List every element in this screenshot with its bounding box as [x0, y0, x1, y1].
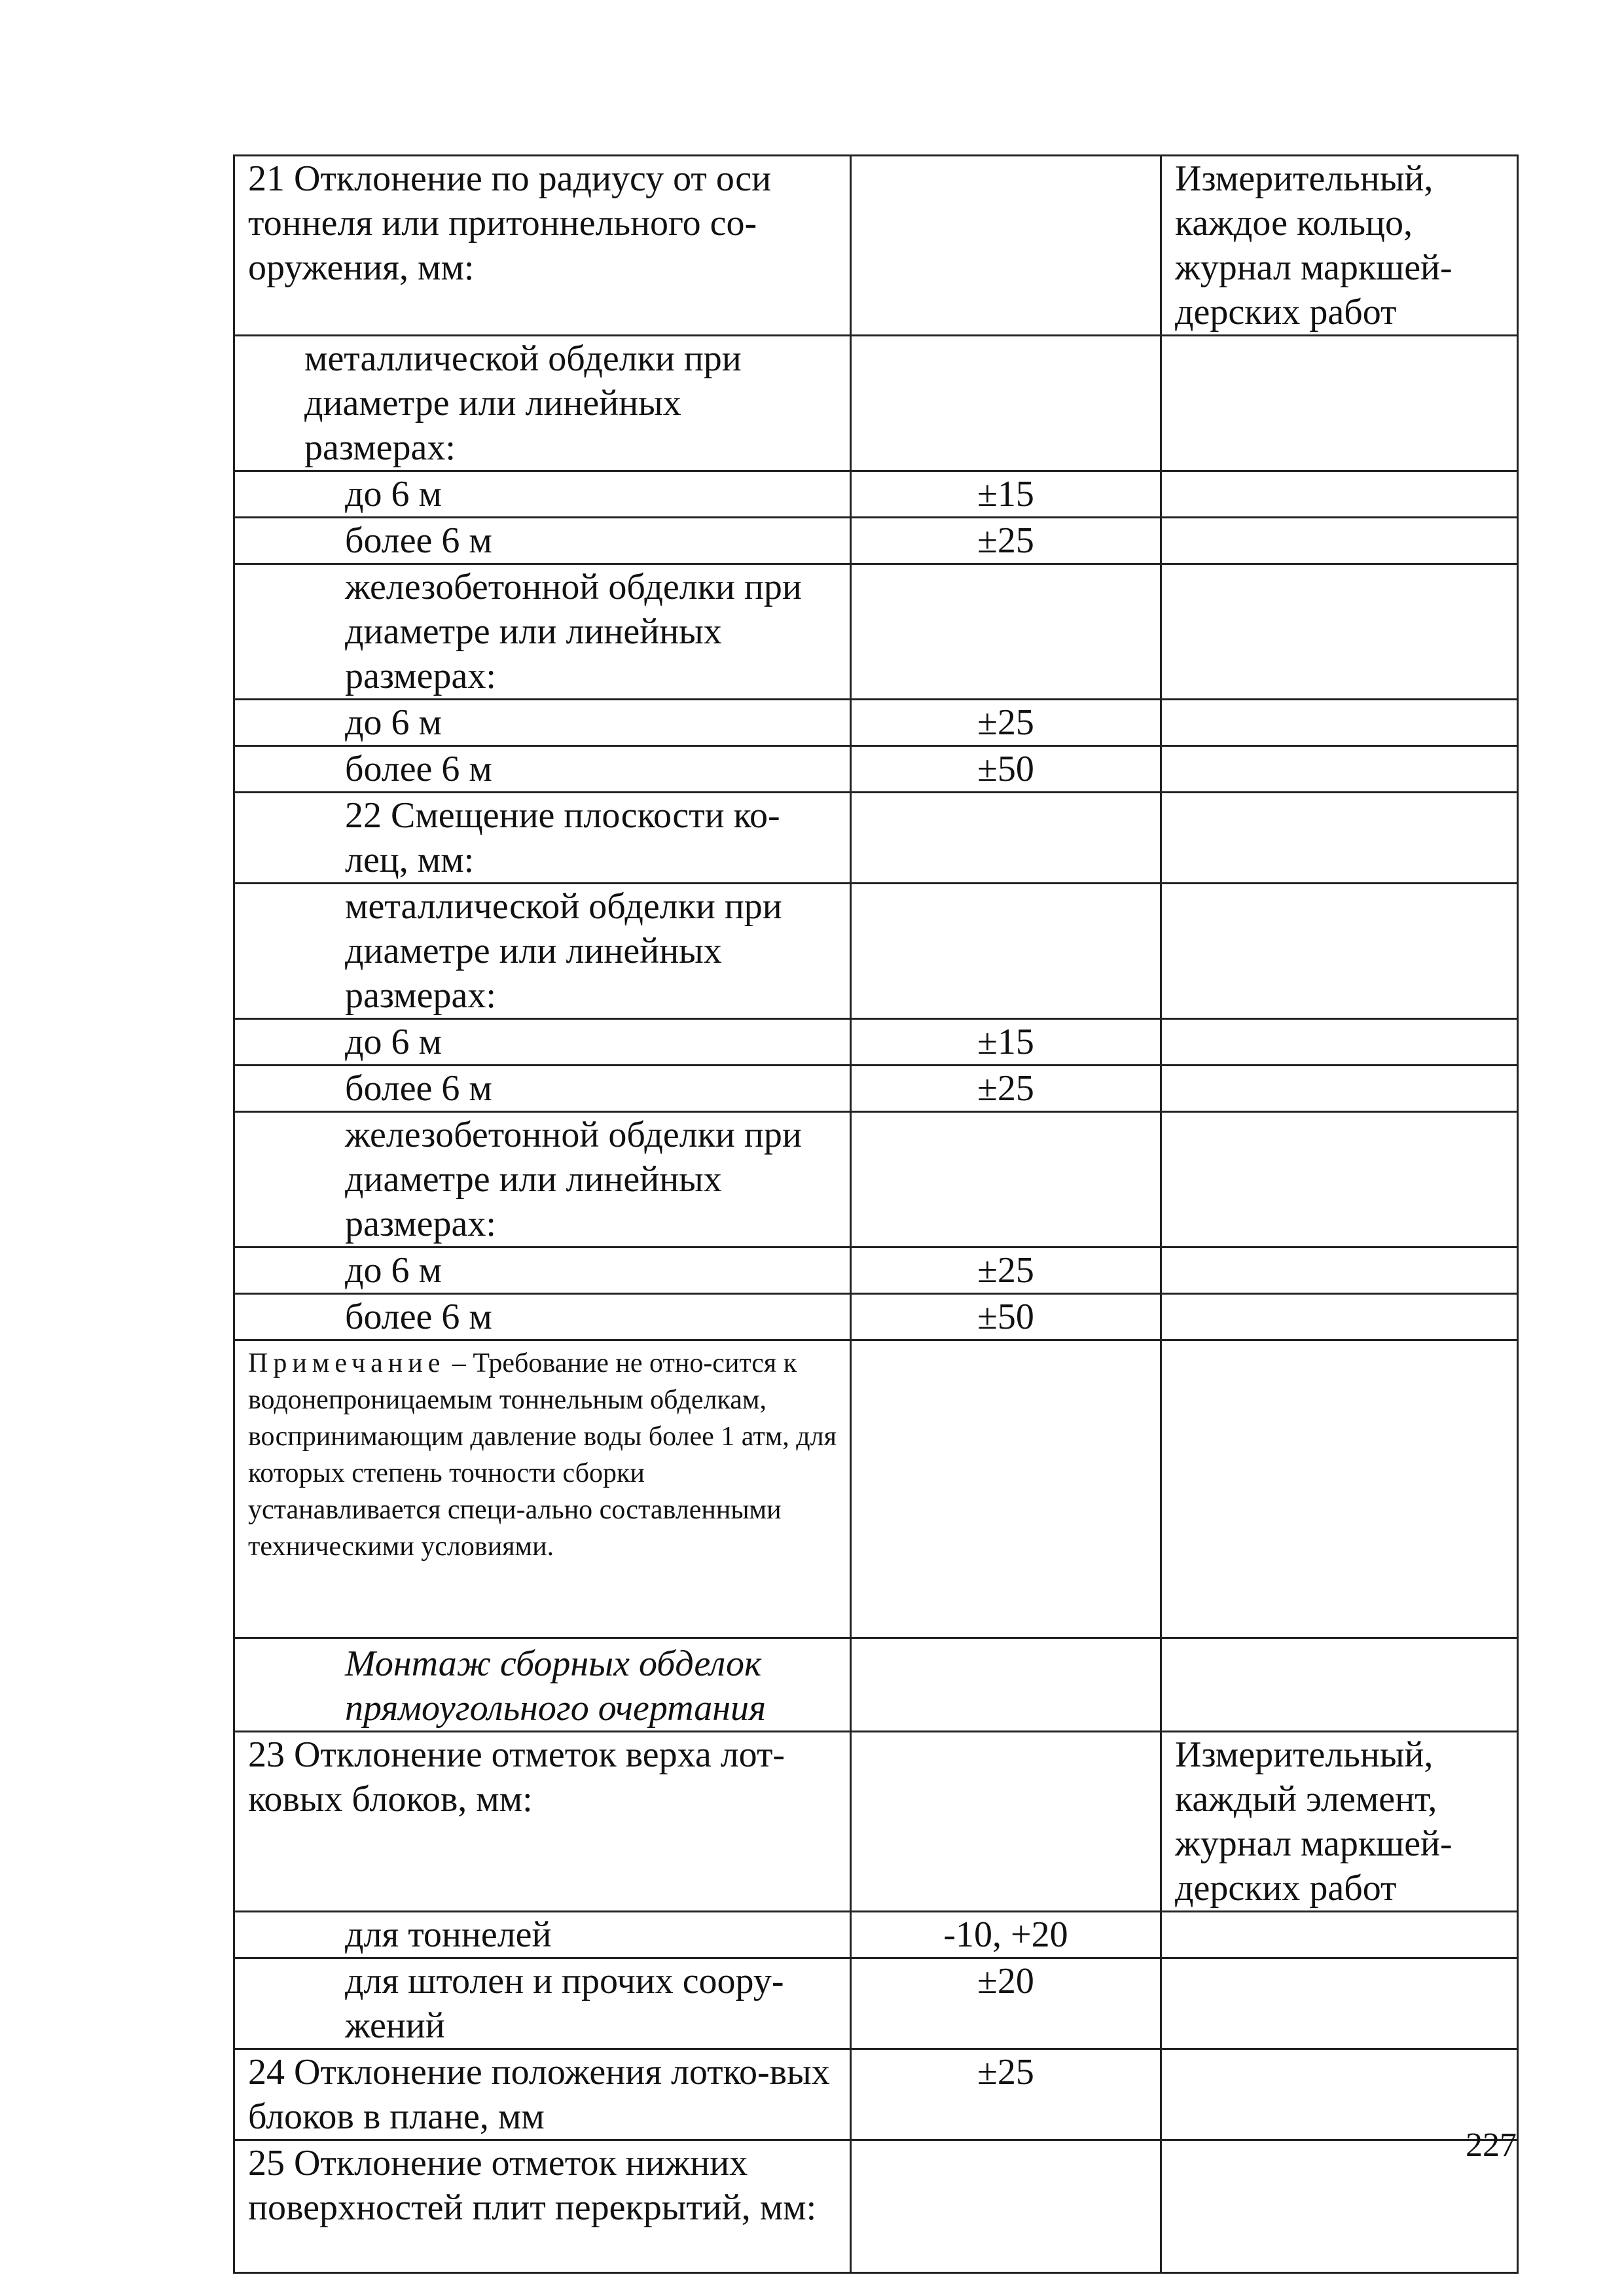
control-method: [1161, 1294, 1518, 1340]
tolerance-value: [851, 1112, 1161, 1247]
table-row: [234, 156, 1518, 336]
tolerance-value: [851, 793, 1161, 884]
size-over-6m: более 6 м: [234, 1294, 851, 1340]
tolerance-value: ±15: [851, 1019, 1161, 1066]
control-method: [1161, 2049, 1518, 2140]
table-row: [234, 884, 1518, 1019]
for-tunnels: для тоннелей: [234, 1912, 851, 1958]
table-row: [234, 1638, 1518, 1732]
control-method: [1161, 1958, 1518, 2049]
for-adits-and-structures: для штолен и прочих соору-жений: [234, 1958, 851, 2049]
table-row: [234, 793, 1518, 884]
table-row: [234, 1019, 1518, 1066]
row-21-title: 21 Отклонение по радиусу от оси тоннеля или притоннельного со-оружения, мм:: [234, 156, 851, 336]
control-method: [1161, 1638, 1518, 1732]
control-method: [1161, 700, 1518, 746]
control-method: [1161, 1340, 1518, 1638]
subheading-concrete-lining: железобетонной обделки при диаметре или линейных размерах:: [234, 1112, 851, 1247]
control-method: [1161, 746, 1518, 793]
control-method: [1161, 1066, 1518, 1112]
note-label: Примечание: [248, 1348, 446, 1378]
size-over-6m: более 6 м: [234, 1066, 851, 1112]
tolerance-value: ±25: [851, 700, 1161, 746]
tolerance-value: [851, 1638, 1161, 1732]
control-method: [1161, 336, 1518, 471]
tolerance-value: ±50: [851, 746, 1161, 793]
control-method: [1161, 1912, 1518, 1958]
row-25-title: 25 Отклонение отметок нижних поверхностей плит перекрытий, мм:: [234, 2140, 851, 2273]
tolerance-value: [851, 1732, 1161, 1912]
tolerance-value: [851, 2140, 1161, 2273]
tolerance-value: ±25: [851, 1247, 1161, 1294]
table-row: [234, 564, 1518, 700]
tolerance-value: ±25: [851, 518, 1161, 564]
table-row: [234, 2049, 1518, 2140]
row-23-title: 23 Отклонение отметок верха лот-ковых блоков, мм:: [234, 1732, 851, 1912]
control-method: Измерительный, каждое кольцо, журнал маркшей-дерских работ: [1161, 156, 1518, 336]
note-cell: [234, 1340, 851, 1638]
tolerance-value: ±25: [851, 2049, 1161, 2140]
section-heading: Монтаж сборных обделок прямоугольного очертания: [234, 1638, 851, 1732]
control-method: [1161, 1112, 1518, 1247]
tolerance-value: [851, 336, 1161, 471]
control-method: Измерительный, каждый элемент, журнал маркшей-дерских работ: [1161, 1732, 1518, 1912]
control-method: [1161, 518, 1518, 564]
subheading-metal-lining: металлической обделки при диаметре или линейных размерах:: [234, 884, 851, 1019]
tolerance-table: [233, 154, 1519, 2274]
table-row: [234, 2140, 1518, 2273]
table-row: [234, 1732, 1518, 1912]
subheading-concrete-lining: железобетонной обделки при диаметре или линейных размерах:: [234, 564, 851, 700]
control-method: [1161, 2140, 1518, 2273]
tolerance-value: ±25: [851, 1066, 1161, 1112]
table-row: [234, 700, 1518, 746]
table-row: [234, 1112, 1518, 1247]
control-method: [1161, 793, 1518, 884]
control-method: [1161, 564, 1518, 700]
size-up-to-6m: до 6 м: [234, 700, 851, 746]
page-number: 227: [1466, 2126, 1517, 2164]
table-row: [234, 1912, 1518, 1958]
table-row: [234, 471, 1518, 518]
subheading-metal-lining: металлической обделки при диаметре или линейных размерах:: [234, 336, 851, 471]
row-24-title: 24 Отклонение положения лотко-вых блоков в плане, мм: [234, 2049, 851, 2140]
size-over-6m: более 6 м: [234, 518, 851, 564]
table-row: [234, 1294, 1518, 1340]
table-row: [234, 1247, 1518, 1294]
tolerance-value: [851, 564, 1161, 700]
tolerance-value: ±50: [851, 1294, 1161, 1340]
size-up-to-6m: до 6 м: [234, 1247, 851, 1294]
note-text: – Требование не отно-сится к водонепроницаемым тоннельным обделкам, воспринимающим давление воды более 1 атм, для которых степень точности сборки устанавливается специ-ально составленными техническими условиями.: [248, 1348, 837, 1562]
tolerance-value: ±15: [851, 471, 1161, 518]
tolerance-value: [851, 156, 1161, 336]
table-row: [234, 746, 1518, 793]
size-up-to-6m: до 6 м: [234, 1019, 851, 1066]
size-up-to-6m: до 6 м: [234, 471, 851, 518]
control-method: [1161, 1019, 1518, 1066]
tolerance-value: -10, +20: [851, 1912, 1161, 1958]
table-row: [234, 1340, 1518, 1638]
table-row: [234, 1958, 1518, 2049]
tolerance-value: [851, 884, 1161, 1019]
table-row: [234, 518, 1518, 564]
row-22-title: 22 Смещение плоскости ко-лец, мм:: [234, 793, 851, 884]
tolerance-value: ±20: [851, 1958, 1161, 2049]
table-row: [234, 1066, 1518, 1112]
size-over-6m: более 6 м: [234, 746, 851, 793]
control-method: [1161, 471, 1518, 518]
table-row: [234, 336, 1518, 471]
control-method: [1161, 1247, 1518, 1294]
control-method: [1161, 884, 1518, 1019]
tolerance-value: [851, 1340, 1161, 1638]
